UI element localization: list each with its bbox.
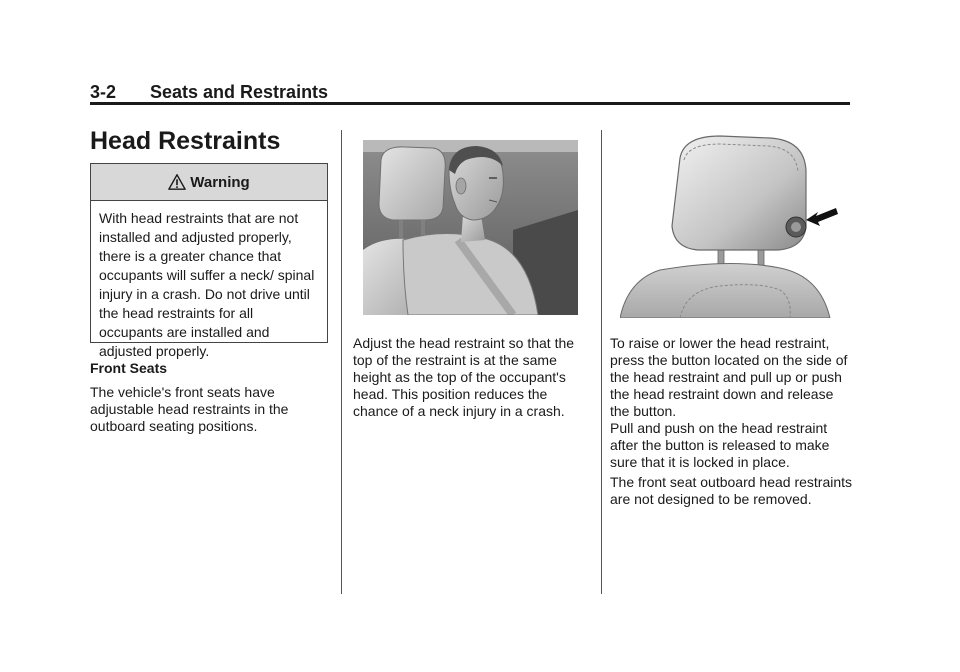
warning-triangle-icon — [168, 173, 186, 191]
head-restraint-button-illustration — [620, 130, 850, 318]
middle-column-text: Adjust the head restraint so that the top of the restraint is at the same height as the top of the occupant's head. This position reduces the chance of a neck injury in a crash. — [353, 335, 575, 419]
page-number: 3-2 — [90, 82, 117, 102]
right-column-paragraph-1: To raise or lower the head restraint, press the button located on the side of the head restraint and pull up or push the head restraint down and release the button. — [610, 335, 848, 419]
header-rule — [90, 102, 850, 105]
occupant-head-restraint-illustration — [363, 140, 578, 315]
warning-label: Warning — [190, 173, 250, 191]
right-column-paragraph-2: Pull and push on the head restraint after the button is released to make sure that it is locked in place. — [610, 420, 830, 470]
warning-header — [91, 164, 327, 201]
page-title: Head Restraints — [90, 127, 281, 155]
section-title: Seats and Restraints — [150, 82, 329, 102]
warning-text: With head restraints that are not installed and adjusted properly, there is a greater chance that occupants will suffer a neck/ spinal injury in a crash. Do not drive until the head restraints for all occupants are installed and adjusted properly. — [99, 210, 315, 359]
column-divider-left — [341, 130, 342, 594]
warning-box — [90, 163, 328, 359]
right-column-paragraph-3: The front seat outboard head restraints are not designed to be removed. — [610, 474, 853, 507]
front-seats-text: The vehicle's front seats have adjustable head restraints in the outboard seating positions. — [90, 384, 289, 434]
page-header — [90, 82, 850, 104]
front-seats-heading: Front Seats — [90, 360, 168, 376]
column-divider-right — [601, 130, 602, 594]
